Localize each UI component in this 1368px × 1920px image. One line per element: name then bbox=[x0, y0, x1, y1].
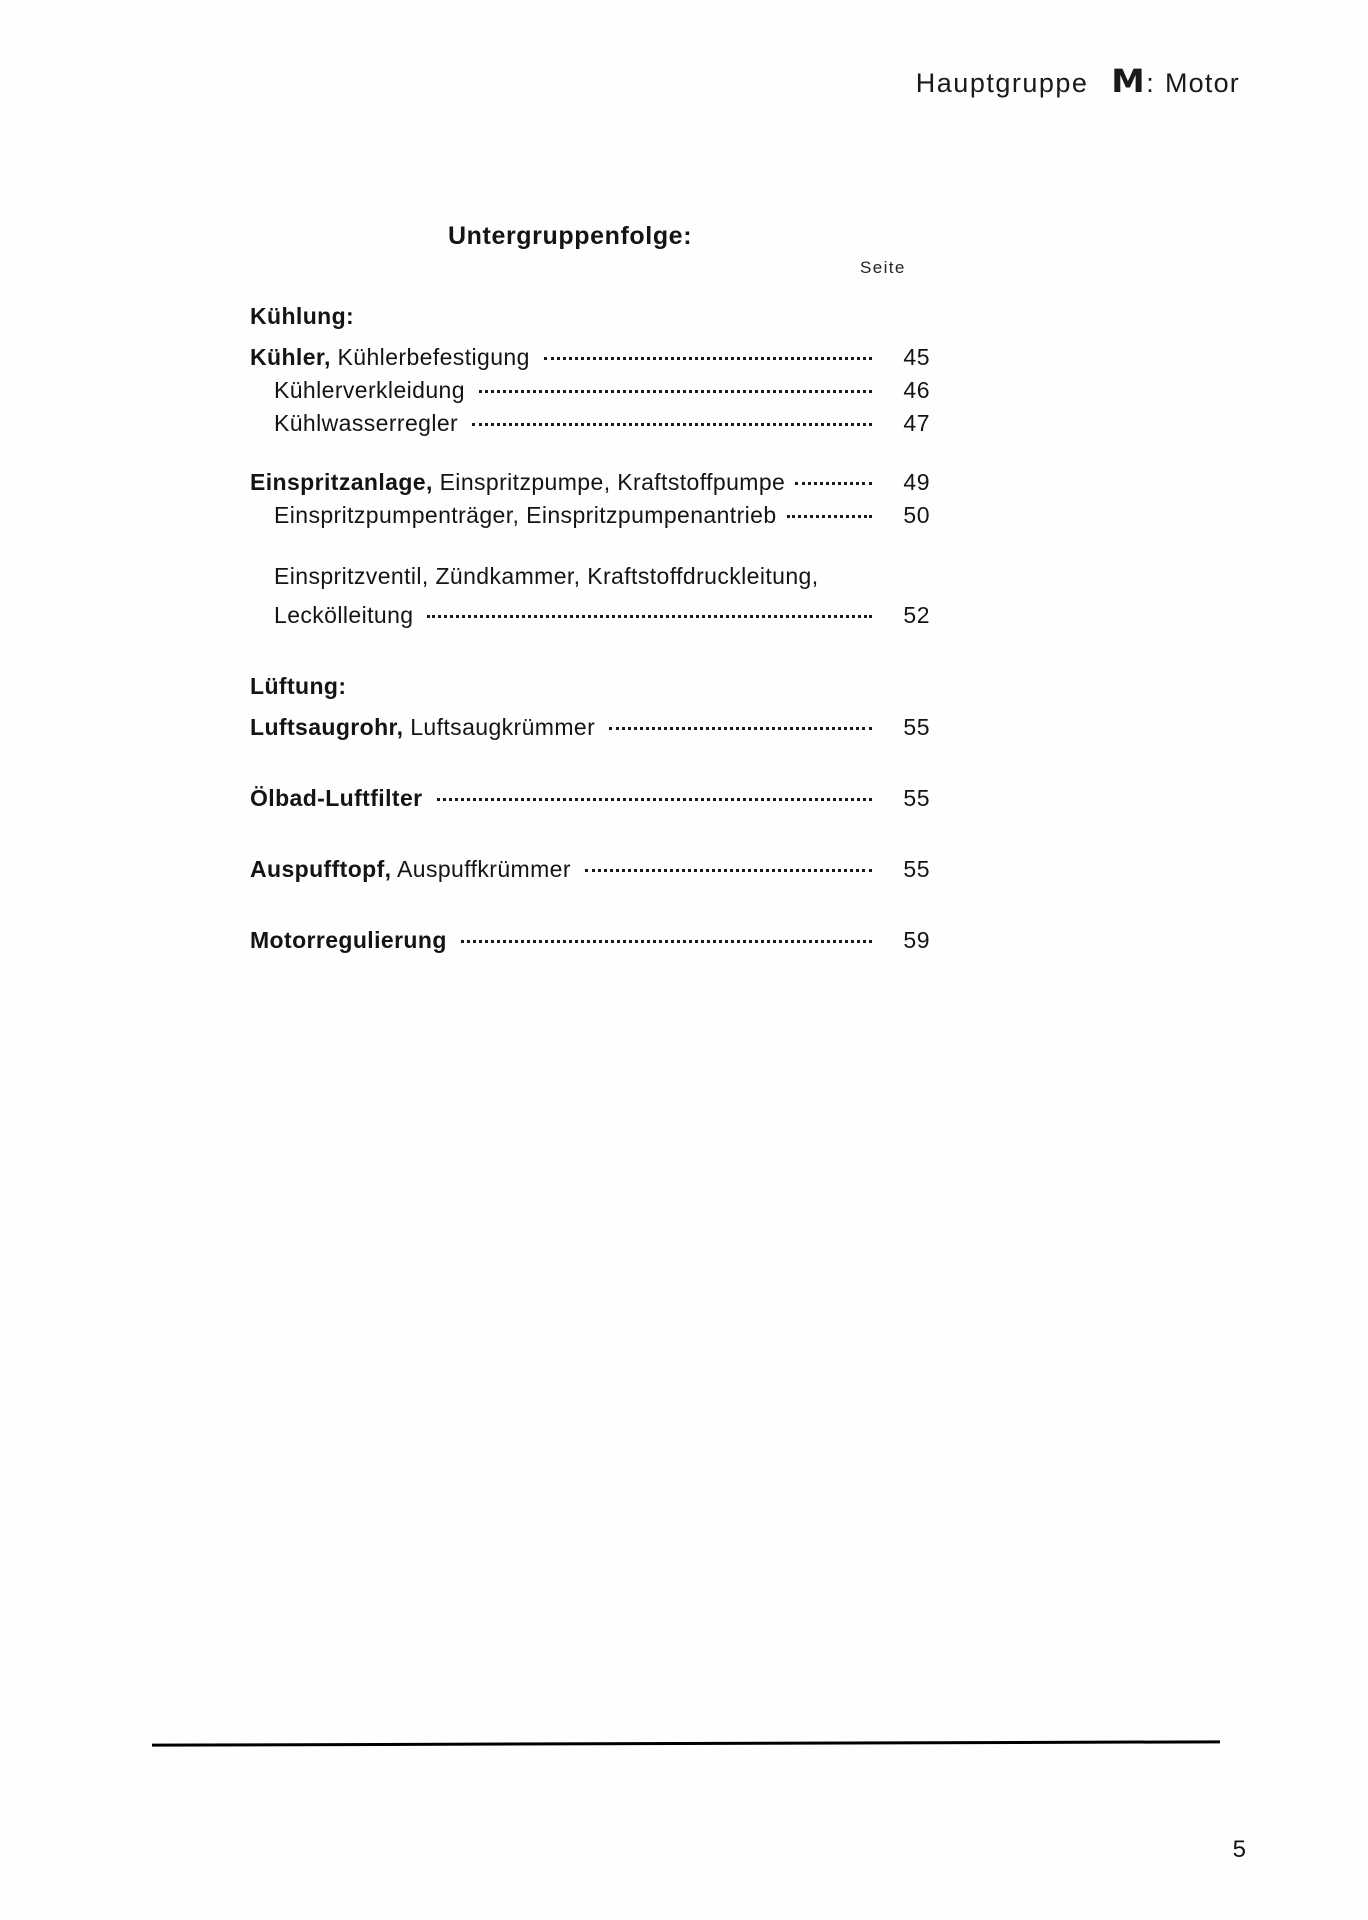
toc-page-number: 50 bbox=[903, 502, 930, 528]
header-group-letter: M bbox=[1111, 62, 1146, 100]
page-number: 5 bbox=[1232, 1836, 1246, 1863]
toc-entry[interactable]: Leckölleitung 52 bbox=[274, 602, 930, 628]
leader-dots bbox=[609, 727, 872, 730]
leader-dots bbox=[472, 423, 872, 426]
leader-dots bbox=[787, 515, 872, 518]
page-header bbox=[916, 62, 1240, 100]
toc-page-number: 46 bbox=[903, 377, 930, 403]
toc-page-number: 55 bbox=[903, 856, 930, 882]
toc-page-number: 55 bbox=[903, 785, 930, 811]
toc-entry[interactable]: Luftsaugrohr, Luftsaugkrümmer 55 bbox=[250, 714, 930, 740]
leader-dots bbox=[427, 615, 872, 618]
leader-dots bbox=[461, 940, 872, 943]
leader-dots bbox=[544, 357, 872, 360]
toc-page-number: 55 bbox=[903, 714, 930, 740]
toc-entry[interactable]: Kühlwasserregler 47 bbox=[274, 410, 930, 436]
toc-page-number: 45 bbox=[903, 344, 930, 370]
header-colon: : bbox=[1146, 68, 1155, 98]
leader-dots bbox=[585, 869, 872, 872]
toc-page-number: 47 bbox=[903, 410, 930, 436]
toc-section-heading: Kühlung: bbox=[250, 303, 355, 329]
leader-dots bbox=[437, 798, 873, 801]
toc-page-number: 59 bbox=[903, 927, 930, 953]
toc-entry-line: Einspritzventil, Zündkammer, Kraftstoffdruckleitung, bbox=[274, 563, 819, 589]
page-title: Untergruppenfolge: bbox=[448, 222, 693, 250]
leader-dots bbox=[795, 482, 872, 485]
footer-divider bbox=[152, 1740, 1220, 1746]
toc-entry[interactable]: Einspritzanlage, Einspritzpumpe, Kraftstoffpumpe 49 bbox=[250, 469, 930, 495]
toc-entry[interactable]: Auspufftopf, Auspuffkrümmer 55 bbox=[250, 856, 930, 882]
toc-page-number: 49 bbox=[903, 469, 930, 495]
header-group-word: Hauptgruppe bbox=[915, 68, 1089, 98]
toc-page-number: 52 bbox=[903, 602, 930, 628]
toc-entry[interactable]: Einspritzpumpenträger, Einspritzpumpenantrieb 50 bbox=[274, 502, 930, 528]
toc-entry[interactable]: Kühlerverkleidung 46 bbox=[274, 377, 930, 403]
page-column-label: Seite bbox=[860, 258, 906, 277]
leader-dots bbox=[479, 390, 872, 393]
header-group-name: Motor bbox=[1164, 68, 1240, 98]
toc-section-heading: Lüftung: bbox=[250, 673, 347, 699]
toc-entry[interactable]: Motorregulierung 59 bbox=[250, 927, 930, 953]
toc-entry[interactable]: Kühler, Kühlerbefestigung 45 bbox=[250, 344, 930, 370]
table-of-contents bbox=[250, 305, 930, 952]
toc-entry[interactable]: Ölbad-Luftfilter 55 bbox=[250, 785, 930, 811]
